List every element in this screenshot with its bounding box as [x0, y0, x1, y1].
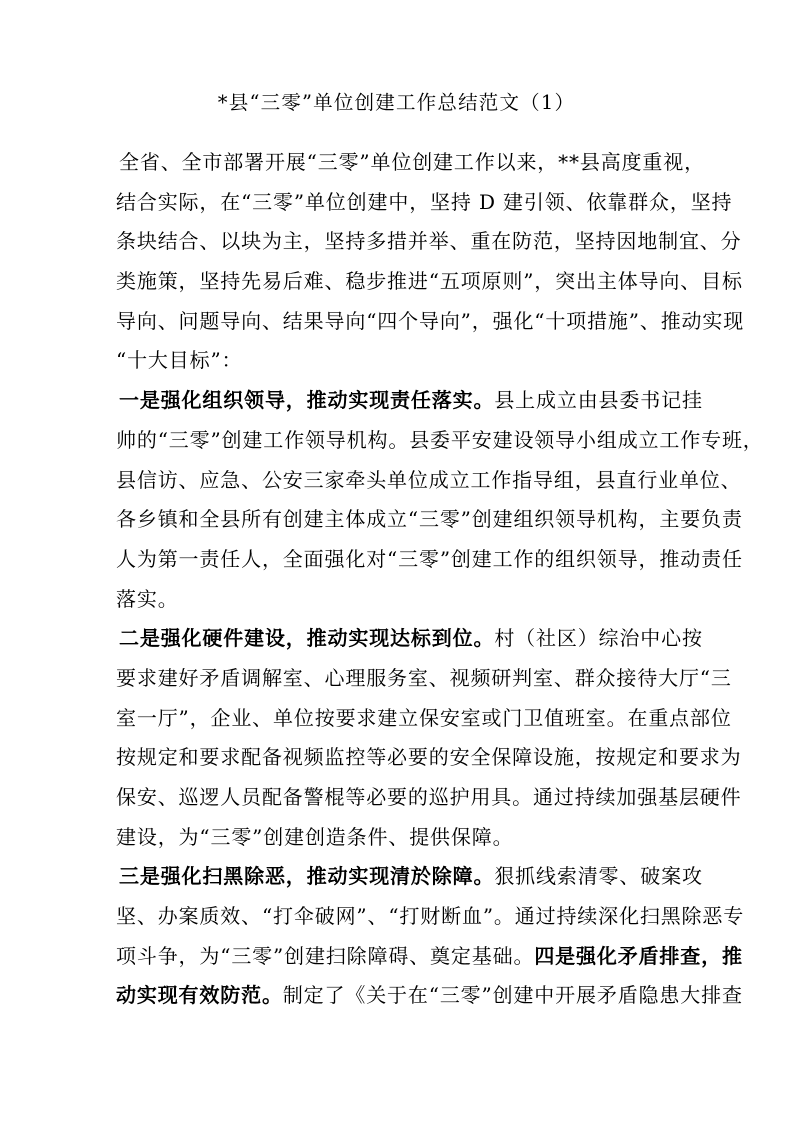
body-text: 条块结合、以块为主，坚持多措并举、重在防范，坚持因地制宜、分 — [116, 229, 742, 254]
body-text: 按规定和要求配备视频监控等必要的安全保障设施，按规定和要求为 — [116, 745, 742, 770]
text-line — [116, 937, 743, 977]
text-line — [116, 222, 742, 262]
text-line — [116, 976, 743, 1016]
text-line — [116, 897, 745, 937]
body-text: 狠抓线索清零、破案攻 — [494, 864, 703, 889]
text-line — [116, 421, 764, 461]
body-text: “十大目标”： — [116, 348, 243, 373]
body-text: 人为第一责任人，全面强化对“三零”创建工作的组织领导，推动责任 — [116, 546, 743, 571]
text-line — [116, 461, 742, 501]
text-line — [116, 738, 742, 778]
body-text: 类施策，坚持先易后难、稳步推进“五项原则”，突出主体导向、目标 — [116, 269, 743, 294]
text-line — [116, 381, 720, 421]
body-text: 项斗争，为“三零”创建扫除障碍、奠定基础。 — [116, 943, 535, 968]
body-text: 要求建好矛盾调解室、心理服务室、视频研判室、群众接待大厅“三 — [116, 665, 732, 690]
body-text: 县信访、应急、公安三家牵头单位成立工作指导组，县直行业单位、 — [116, 467, 742, 492]
text-line — [116, 778, 742, 818]
body-text: 落实。 — [116, 586, 179, 611]
body-text: 各乡镇和全县所有创建主体成立“三零”创建组织领导机构，主要负责 — [116, 507, 743, 532]
text-line — [116, 183, 733, 223]
text-line — [116, 857, 720, 897]
body-text: 制定了《关于在“三零”创建中开展矛盾隐患大排查 — [282, 983, 743, 1008]
body-text: 县上成立由县委书记挂 — [494, 388, 703, 413]
bold-heading-text: 四是强化矛盾排查，推 — [534, 943, 743, 968]
text-line — [116, 341, 720, 381]
bold-heading-text: 一是强化组织领导，推动实现责任落实。 — [119, 388, 495, 413]
body-text: 结合实际，在“三零”单位创建中，坚持 D 建引领、依靠群众，坚持 — [116, 189, 733, 214]
bold-heading-text: 二是强化硬件建设，推动实现达标到位。 — [119, 626, 495, 651]
text-line — [116, 659, 732, 699]
text-line — [116, 302, 745, 342]
text-line — [116, 818, 720, 858]
body-text: 室一厅”，企业、单位按要求建立保安室或门卫值班室。在重点部位 — [116, 705, 732, 730]
body-text: 保安、巡逻人员配备警棍等必要的巡护用具。通过持续加强基层硬件 — [116, 785, 742, 809]
bold-heading-text: 动实现有效防范。 — [116, 983, 283, 1008]
body-text: 建设，为“三零”创建创造条件、提供保障。 — [116, 824, 514, 849]
text-line — [116, 143, 720, 183]
body-text: 村（社区）综治中心按 — [494, 626, 703, 651]
bold-heading-text: 三是强化扫黑除恶，推动实现清於除障。 — [119, 864, 495, 889]
text-line — [116, 619, 720, 659]
body-text: 帅的“三零”创建工作领导机构。县委平安建设领导小组成立工作专班， — [116, 427, 764, 452]
text-line — [116, 262, 743, 302]
text-line — [116, 500, 743, 540]
body-text: 导向、问题导向、结果导向“四个导向”，强化“十项措施”、推动实现 — [116, 308, 745, 333]
document-title: *县“三零”单位创建工作总结范文（1） — [217, 91, 576, 114]
text-line — [116, 580, 720, 620]
body-text: 全省、全市部署开展“三零”单位创建工作以来，**县高度重视， — [119, 150, 705, 174]
text-line — [116, 540, 743, 580]
text-line — [116, 699, 732, 739]
document-body — [116, 143, 764, 1016]
body-text: 坚、办案质效、“打伞破网”、“打财断血”。通过持续深化扫黑除恶专 — [116, 904, 745, 929]
